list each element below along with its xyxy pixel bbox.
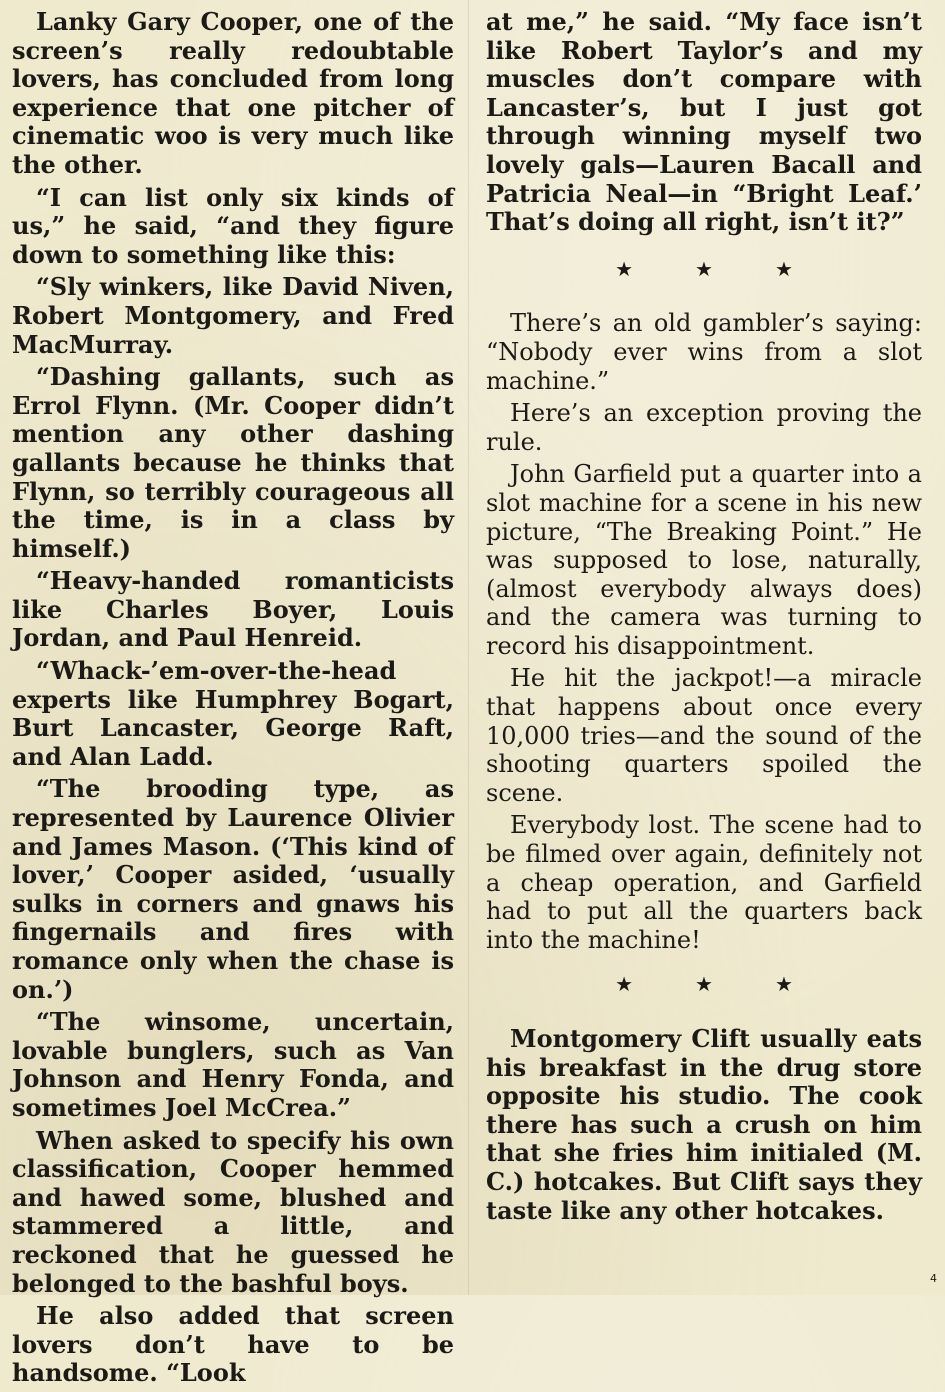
paragraph: There’s an old gambler’s saying: “Nobody ever wins from a slot machine.” xyxy=(486,309,922,395)
paragraph: Here’s an exception proving the rule. xyxy=(486,399,922,456)
paragraph: “I can list only six kinds of us,” he said, “and they figure down to something like this: xyxy=(12,182,454,269)
paragraph: “Heavy-handed romanticists like Charles Boyer, Louis Jordan, and Paul Henreid. xyxy=(12,566,454,653)
paragraph: Montgomery Clift usually eats his breakfast in the drug store opposite his studio. The cook there has such a crush on him that she fries him initialed (M. C.) hotcakes. But Clift says they taste like any other hotcakes. xyxy=(486,1024,922,1225)
star-separator xyxy=(486,970,922,999)
star-icon: ★ xyxy=(615,256,634,281)
star-icon: ★ xyxy=(774,256,793,281)
paragraph: Lanky Gary Cooper, one of the screen’s really redoubtable lovers, has concluded from long experience that one pitcher of cinematic woo is very much like the other. xyxy=(12,7,454,179)
left-column xyxy=(12,8,454,1392)
paragraph: “The brooding type, as represented by Laurence Olivier and James Mason. (‘This kind of lover,’ Cooper asided, ‘usually sulks in corners and gnaws his fingernails and fires with romance only when the chase is on.’) xyxy=(12,774,454,1004)
paragraph: John Garfield put a quarter into a slot machine for a scene in his new picture, “The Breaking Point.” He was supposed to lose, naturally, (almost everybody always does) and the camera was turning to record his disappointment. xyxy=(486,460,922,660)
paragraph-continued: at me,” he said. “My face isn’t like Robert Taylor’s and my muscles don’t compare with Lancaster’s, but I just got through winning myself two lovely gals—Lauren Bacall and Patricia Neal—in “Bright Leaf.’ That’s doing all right, isn’t it?” xyxy=(486,7,922,237)
paragraph: He also added that screen lovers don’t have to be handsome. “Look xyxy=(12,1301,454,1388)
paragraph: Everybody lost. The scene had to be filmed over again, definitely not a cheap operation, and Garfield had to put all the quarters back into the machine! xyxy=(486,811,922,954)
star-icon: ★ xyxy=(615,972,634,997)
paragraph: He hit the jackpot!—a miracle that happens about once every 10,000 tries—and the sound of the shooting quarters spoiled the scene. xyxy=(486,664,922,807)
star-separator xyxy=(486,255,922,284)
paragraph: “Whack-’em-over-the-head experts like Humphrey Bogart, Burt Lancaster, George Raft, and Alan Ladd. xyxy=(12,656,454,771)
paragraph: “Sly winkers, like David Niven, Robert Montgomery, and Fred MacMurray. xyxy=(12,272,454,359)
page-number: 4 xyxy=(930,1272,937,1285)
paragraph: “Dashing gallants, such as Errol Flynn. (Mr. Cooper didn’t mention any other dashing gallants because he thinks that Flynn, so terribly courageous all the time, is in a class by himself.) xyxy=(12,362,454,563)
paragraph: “The winsome, uncertain, lovable bunglers, such as Van Johnson and Henry Fonda, and sometimes Joel McCrea.” xyxy=(12,1007,454,1122)
star-icon: ★ xyxy=(695,256,713,281)
column-divider xyxy=(468,0,469,1295)
paragraph: When asked to specify his own classification, Cooper hemmed and hawed some, blushed and stammered a little, and reckoned that he guessed he belonged to the bashful boys. xyxy=(12,1125,454,1298)
right-column xyxy=(486,8,922,1229)
star-icon: ★ xyxy=(774,972,793,997)
star-icon: ★ xyxy=(695,972,713,997)
